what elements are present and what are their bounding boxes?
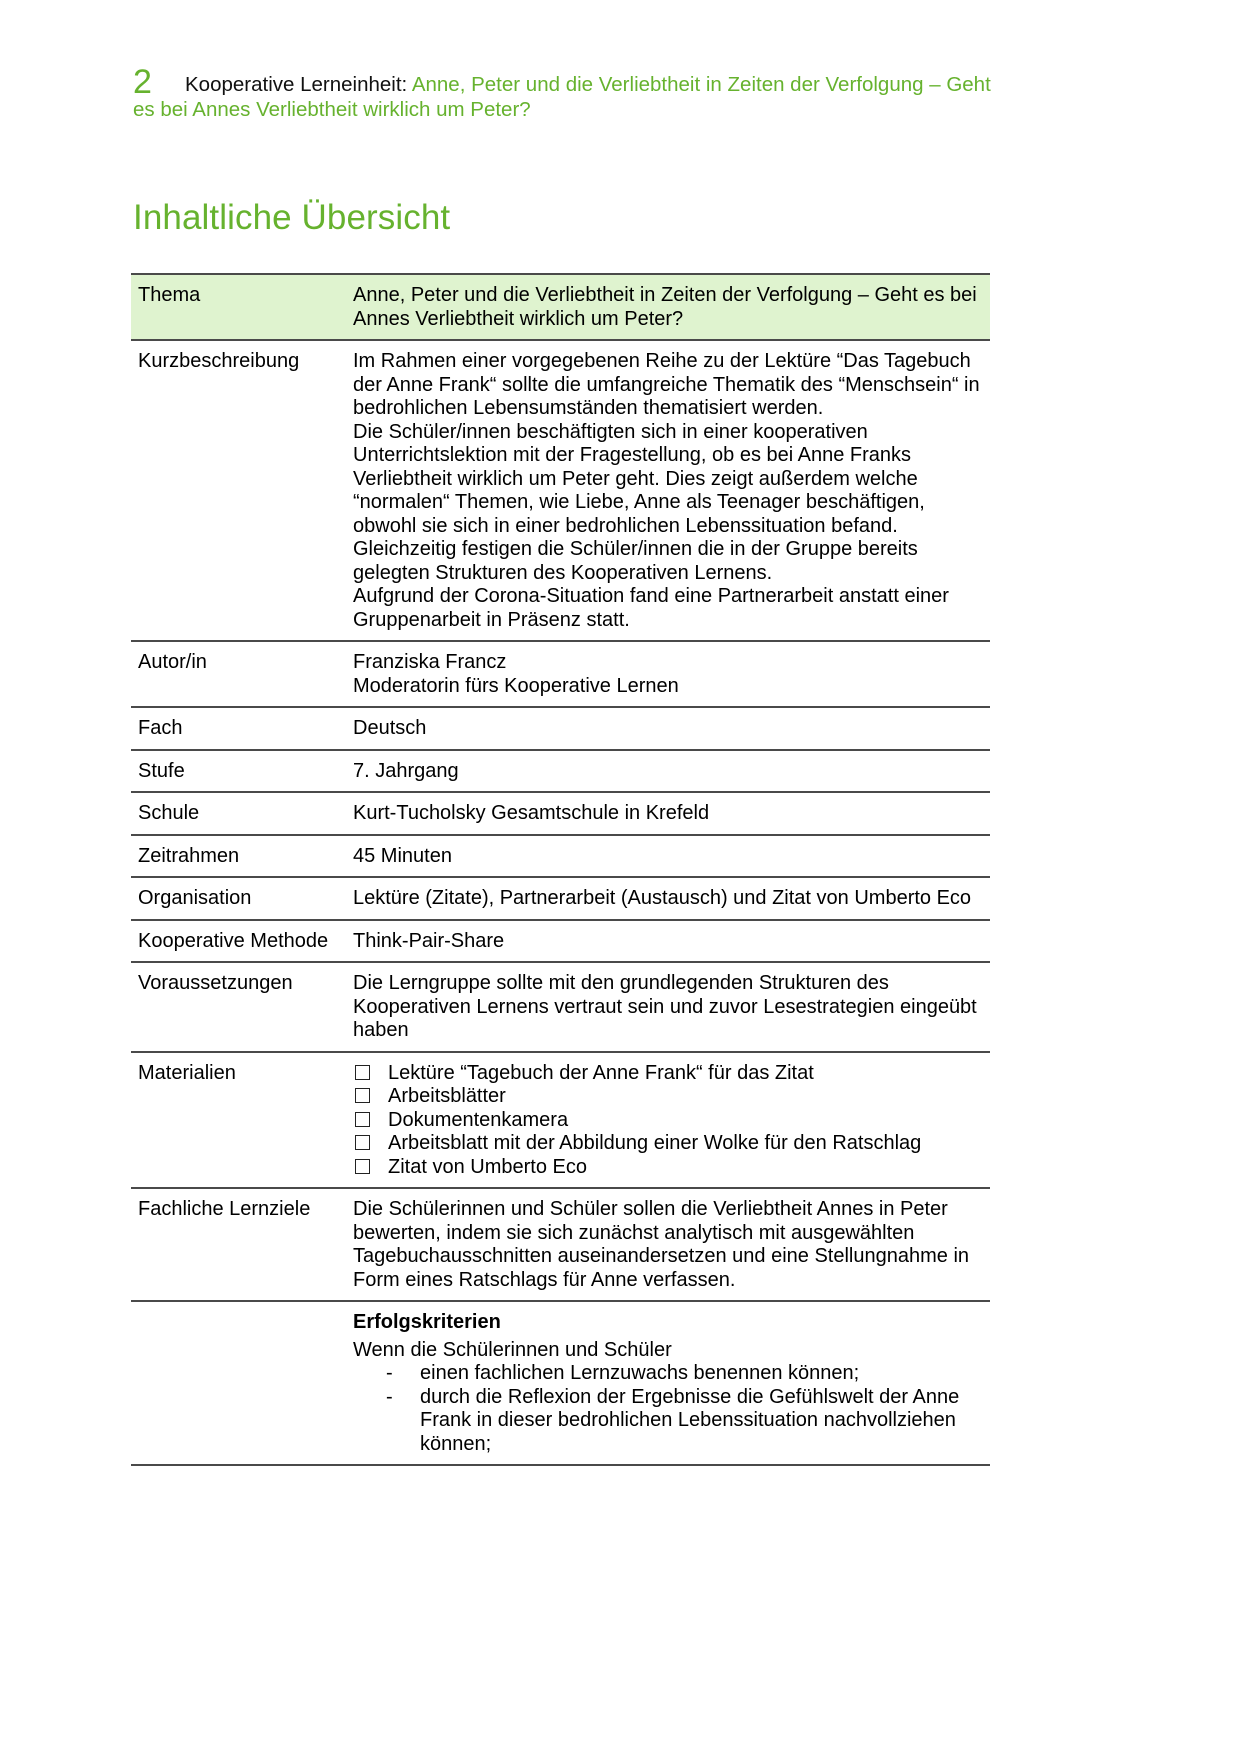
- table-row-lernziele: [131, 1188, 990, 1301]
- checkbox-icon: [355, 1159, 370, 1174]
- table-row-voraussetzungen: [131, 962, 990, 1052]
- row-value: [342, 1301, 990, 1465]
- author-role: Moderatorin fürs Kooperative Lernen: [353, 674, 679, 697]
- table-row-fach: [131, 707, 990, 750]
- row-key: Stufe: [131, 750, 342, 793]
- row-key: Zeitrahmen: [131, 835, 342, 878]
- table-row-methode: [131, 920, 990, 963]
- criteria-intro: Wenn die Schülerinnen und Schüler: [353, 1338, 672, 1361]
- checklist-item-label: Zitat von Umberto Eco: [388, 1155, 587, 1178]
- author-name: Franziska Francz: [353, 651, 507, 673]
- header-label: Kooperative Lerneinheit:: [185, 73, 408, 96]
- criteria-list: [353, 1362, 984, 1456]
- row-value: Anne, Peter und die Verliebtheit in Zeiten der Verfolgung – Geht es bei Annes Verliebtheit wirklich um Peter?: [342, 274, 990, 340]
- table-row-zeitrahmen: [131, 835, 990, 878]
- criteria-item: [386, 1386, 984, 1457]
- row-key: Fach: [131, 707, 342, 750]
- row-key: Voraussetzungen: [131, 962, 342, 1052]
- running-header: [133, 63, 993, 122]
- row-value: [342, 340, 990, 641]
- checkbox-icon: [355, 1112, 370, 1127]
- row-value: [342, 641, 990, 707]
- row-value: Lektüre (Zitate), Partnerarbeit (Austausch) und Zitat von Umberto Eco: [342, 877, 990, 920]
- row-key: Kurzbeschreibung: [131, 340, 342, 641]
- row-value: Die Lerngruppe sollte mit den grundlegenden Strukturen des Kooperativen Lernens vertraut sein und zuvor Lesestrategien eingeübt haben: [342, 962, 990, 1052]
- checklist-item: [353, 1132, 984, 1156]
- row-value: Deutsch: [342, 707, 990, 750]
- description-paragraph: Im Rahmen einer vorgegebenen Reihe zu der Lektüre “Das Tagebuch der Anne Frank“ sollte die umfangreiche Thematik des “Menschsein“ in bedrohlichen Lebensumständen thematisiert werden.: [353, 350, 980, 419]
- row-value: Think-Pair-Share: [342, 920, 990, 963]
- row-value: 45 Minuten: [342, 835, 990, 878]
- table-row-autor: [131, 641, 990, 707]
- row-key: Thema: [131, 274, 342, 340]
- table-row-schule: [131, 792, 990, 835]
- checklist-item: [353, 1109, 984, 1133]
- checklist-item: [353, 1085, 984, 1109]
- row-key: Autor/in: [131, 641, 342, 707]
- table-row-materialien: [131, 1052, 990, 1189]
- table-row-thema: [131, 274, 990, 340]
- checklist-item-label: Arbeitsblatt mit der Abbildung einer Wolke für den Ratschlag: [388, 1132, 922, 1154]
- description-paragraph: Die Schüler/innen beschäftigten sich in einer kooperativen Unterrichtslektion mit der Fragestellung, ob es bei Anne Franks Verliebtheit wirklich um Peter geht. Dies zeigt außerdem welche “normalen“ Themen, wie Liebe, Anne als Teenager beschäftigen, obwohl sie sich in einer bedrohlichen Lebenssituation befand.: [353, 420, 925, 537]
- table-row-organisation: [131, 877, 990, 920]
- description-paragraph: Gleichzeitig festigen die Schüler/innen die in der Gruppe bereits gelegten Strukturen des Kooperativen Lernens.: [353, 538, 918, 584]
- row-value: 7. Jahrgang: [342, 750, 990, 793]
- checklist-item-label: Arbeitsblätter: [388, 1085, 506, 1107]
- table-row-kurzbeschreibung: [131, 340, 990, 641]
- checklist-item: [353, 1062, 984, 1086]
- criteria-item: [386, 1362, 984, 1386]
- dash-bullet-icon: -: [386, 1385, 393, 1408]
- table-row-stufe: [131, 750, 990, 793]
- checklist-item-label: Dokumentenkamera: [388, 1108, 569, 1131]
- criteria-item-text: einen fachlichen Lernzuwachs benennen können;: [420, 1362, 860, 1384]
- checkbox-icon: [355, 1135, 370, 1150]
- row-key: Fachliche Lernziele: [131, 1188, 342, 1301]
- checkbox-icon: [355, 1088, 370, 1103]
- row-value: Die Schülerinnen und Schüler sollen die Verliebtheit Annes in Peter bewerten, indem sie sich zunächst analytisch mit ausgewählten Tagebuchausschnitten auseinandersetzen und eine Stellungnahme in Form eines Ratschlags für Anne verfassen.: [342, 1188, 990, 1301]
- section-title: Inhaltliche Übersicht: [133, 198, 451, 237]
- row-key: Materialien: [131, 1052, 342, 1189]
- row-value: Kurt-Tucholsky Gesamtschule in Krefeld: [342, 792, 990, 835]
- dash-bullet-icon: -: [386, 1362, 393, 1384]
- criteria-title: Erfolgskriterien: [353, 1311, 501, 1333]
- page-number: 2: [133, 63, 152, 101]
- table-row-erfolgskriterien: [131, 1301, 990, 1465]
- criteria-item-text: durch die Reflexion der Ergebnisse die Gefühlswelt der Anne Frank in dieser bedrohlichen Lebenssituation nachvollziehen können;: [420, 1385, 960, 1455]
- row-value: [342, 1052, 990, 1189]
- header-title: Anne, Peter und die Verliebtheit in Zeiten der Verfolgung – Geht es bei Annes Verliebtheit wirklich um Peter?: [133, 73, 991, 121]
- materials-checklist: [353, 1062, 984, 1180]
- row-key: Organisation: [131, 877, 342, 920]
- checklist-item-label: Lektüre “Tagebuch der Anne Frank“ für das Zitat: [388, 1061, 814, 1084]
- overview-table: [131, 273, 990, 1466]
- description-paragraph: Aufgrund der Corona-Situation fand eine Partnerarbeit anstatt einer Gruppenarbeit in Präsenz statt.: [353, 585, 949, 631]
- checkbox-icon: [355, 1065, 370, 1080]
- row-key: Schule: [131, 792, 342, 835]
- row-key: Kooperative Methode: [131, 920, 342, 963]
- checklist-item: [353, 1156, 984, 1180]
- row-key: [131, 1301, 342, 1465]
